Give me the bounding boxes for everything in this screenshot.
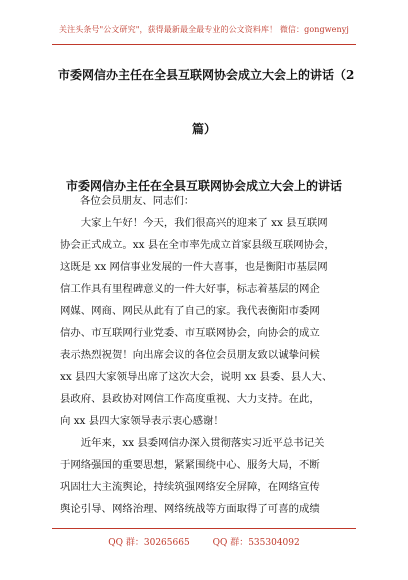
paragraph-line: 表示热烈祝贺！向出席会议的各位会员朋友致以诚挚问候	[60, 349, 320, 361]
paragraph-line: 大家上午好！今天，我们很高兴的迎来了 xx 县互联网	[60, 217, 328, 229]
paragraph-line: 协会正式成立。xx 县在全市率先成立首家县级互联网协会，	[60, 239, 335, 251]
paragraph-line: 近年来，xx 县委网信办深入贯彻落实习近平总书记关	[60, 437, 325, 449]
paragraph-line: xx 县四大家领导出席了这次大会，说明 xx 县委、县人大、	[60, 371, 333, 383]
paragraph-line: 这既是 xx 网信事业发展的一件大喜事，也是衡阳市基层网	[60, 261, 328, 273]
paragraph-line: 信办、市互联网行业党委、市互联网协会，向协会的成立	[60, 327, 320, 339]
paragraph-line: 舆论引导、网络治理、网络统战等方面取得了可喜的成绩	[60, 503, 320, 515]
paragraph-2	[60, 432, 360, 520]
paragraph-line: 网媒、网商、网民从此有了自己的家。我代表衡阳市委网	[60, 305, 320, 317]
paragraph-line: 信工作具有里程碑意义的一件大好事，标志着基层的网企	[60, 283, 320, 295]
paragraph-line: 县政府、县政协对网信工作高度重视、大力支持。在此，	[60, 393, 320, 405]
page-header: 关注头条号"公文研究"，获得最新最全最专业的公文资料库！ 微信：gongwenyj	[59, 25, 349, 34]
paragraph-line: 向 xx 县四大家领导表示衷心感谢！	[60, 415, 224, 427]
footer-divider	[52, 528, 356, 529]
header-divider	[52, 44, 356, 45]
paragraph-line: 于网络强国的重要思想，紧紧围绕中心、服务大局，不断	[60, 459, 320, 471]
document-main-title: 市委网信办主任在全县互联网协会成立大会上的讲话（2	[58, 68, 355, 82]
page-footer	[0, 535, 408, 548]
greeting: 各位会员朋友、同志们：	[80, 195, 195, 207]
footer-qq-group-1: QQ 群：30265665	[108, 538, 190, 548]
document-main-title-continuation: 篇）	[191, 122, 216, 136]
section-title: 市委网信办主任在全县互联网协会成立大会上的讲话	[65, 179, 342, 193]
paragraph-line: 巩固壮大主流舆论，持续筑强网络安全屏障，在网络宣传	[60, 481, 320, 493]
footer-qq-group-2: QQ 群：535304092	[212, 538, 300, 548]
paragraph-1	[60, 212, 360, 432]
